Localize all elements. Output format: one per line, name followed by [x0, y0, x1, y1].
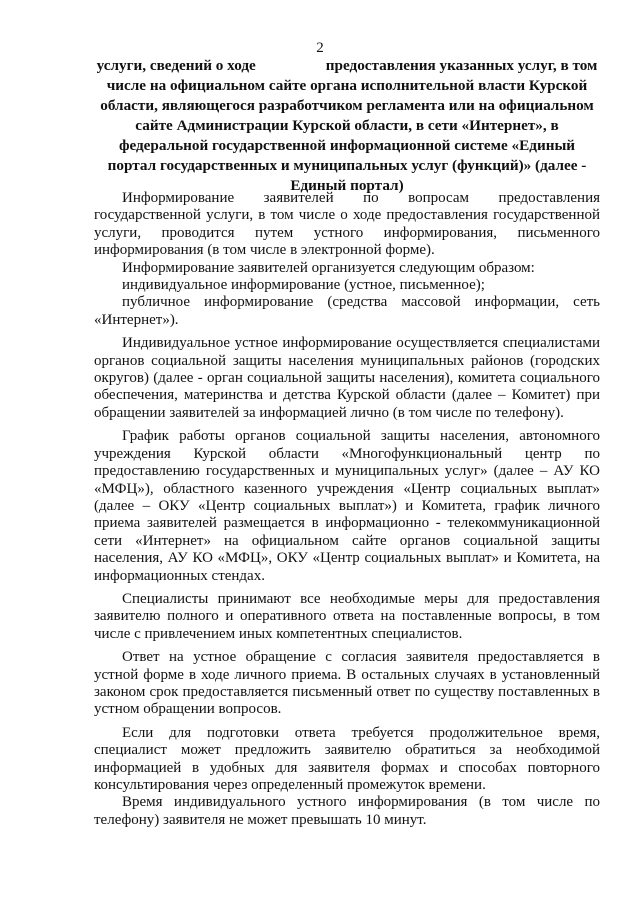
section-heading — [96, 56, 598, 196]
paragraph: Информирование заявителей организуется следующим образом: — [122, 259, 535, 276]
paragraph: Индивидуальное устное информирование осуществляется специалистами органов социальной защиты населения муниципальных районов (городских округов) (далее - орган социальной защиты населения), комитета социального обеспечения, материнства и детства Курской области (далее – Комитет) при обращении заявителей за информацией лично (в том числе по телефону). — [94, 335, 600, 421]
paragraph: публичное информирование (средства массовой информации, сеть «Интернет»). — [94, 294, 600, 328]
paragraph: Специалисты принимают все необходимые меры для предоставления заявителю полного и оперативного ответа на поставленные вопросы, в том числе с привлечением иных компетентных специалистов. — [94, 590, 600, 642]
body-text — [94, 190, 600, 829]
paragraph: Время индивидуального устного информирования (в том числе по телефону) заявителя не может превышать 10 минут. — [94, 794, 600, 828]
paragraph: Ответ на устное обращение с согласия заявителя предоставляется в устной форме в ходе личного приема. В остальных случаях в установленный законом срок предоставляется письменный ответ по существу поставленных в устном обращении вопросов. — [94, 649, 600, 718]
page-number: 2 — [316, 40, 324, 56]
heading-part-2: предоставления указанных услуг, в том числе на официальном сайте органа исполнительной власти Курской области, являющегося разработчиком регламента или на официальном сайте Администрации Курской области, в сети «Интернет», в федеральной государственной информационной системе «Единый портал государственных и муниципальных услуг (функций)» (далее - Единый портал) — [100, 57, 598, 194]
paragraph: Информирование заявителей по вопросам предоставления государственной услуги, в том числе о ходе предоставления государственной услуги, проводится путем устного информирования, письменного информирования (в том числе в электронной форме). — [94, 190, 600, 259]
heading-part-1: услуги, сведений о ходе — [96, 57, 256, 74]
paragraph: индивидуальное информирование (устное, письменное); — [122, 277, 485, 294]
paragraph: Если для подготовки ответа требуется продолжительное время, специалист может предложить заявителю обратиться за необходимой информацией в удобных для заявителя формах и способах повторного консультирования через определенный промежуток времени. — [94, 724, 600, 793]
paragraph: График работы органов социальной защиты населения, автономного учреждения Курской области «Многофункциональный центр по предоставлению государственных и муниципальных услуг» (далее – АУ КО «МФЦ»), областного казенного учреждения «Центр социальных выплат» (далее – ОКУ «Центр социальных выплат») и Комитета, график личного приема заявителей размещается в информационно - телекоммуникационной сети «Интернет» на официальном сайте органов социальной защиты населения, АУ КО «МФЦ», ОКУ «Центр социальных выплат» и Комитета, на информационных стендах. — [94, 428, 600, 584]
